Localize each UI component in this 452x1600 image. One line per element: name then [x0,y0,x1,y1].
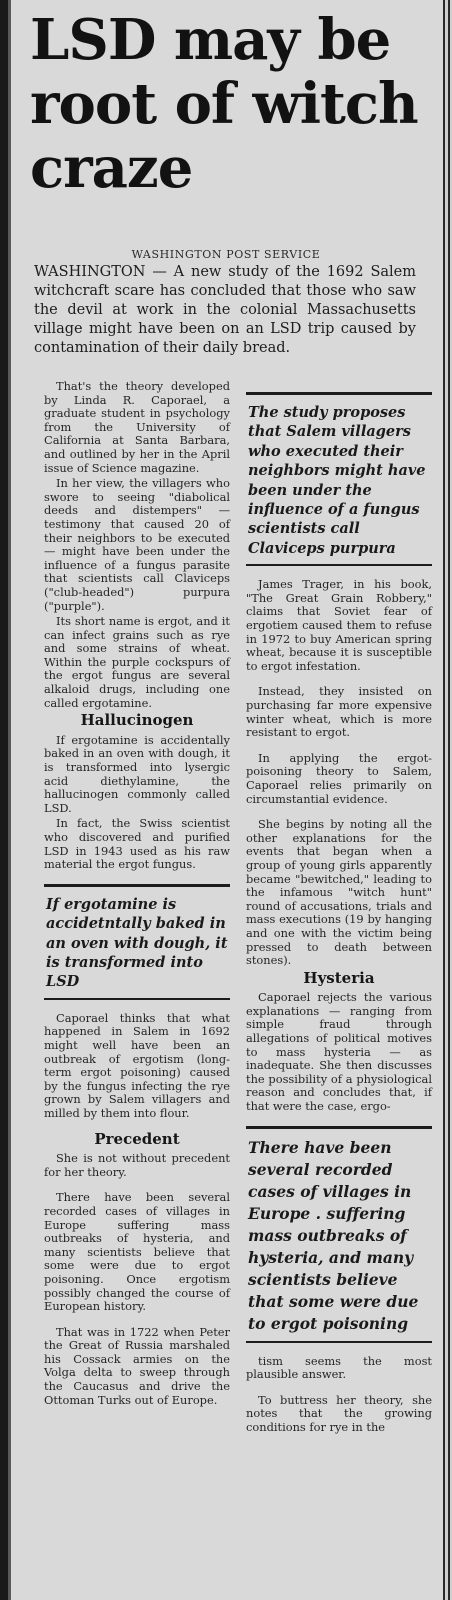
article-paragraph: That was in 1722 when Peter the Great of Russia marshaled his Cossack armies on the Volga delta to sweep through the Caucasus and drive the Ottoman Turks out of Europe. [44,1324,230,1407]
article-paragraph: Instead, they insisted on purchasing far more expensive winter wheat, which is more resistant to ergot. [246,684,432,740]
subheading-hallucinogen: Hallucinogen [80,711,194,730]
pull-quote: There have been several recorded cases of villages in Europe . suffering mass outbreaks of hysteria, and many scientists believe that some were due to ergot poisoning [246,1126,432,1343]
left-column [44,380,230,1419]
page-left-margin [0,0,14,1600]
page-right-margin [440,0,452,1600]
pull-quote: The study proposes that Salem villagers who executed their neighbors might have been under the influence of a fungus scientists call Claviceps purpura [246,392,432,566]
article-paragraph: Its short name is ergot, and it can infect grains such as rye and some strains of wheat. Within the purple cockspurs of the ergot fungus are several alkaloid drugs, including one called ergotamine. [44,614,230,710]
article-paragraph: In fact, the Swiss scientist who discovered and purified LSD in 1943 used as his raw material the ergot fungus. [44,816,230,872]
article-paragraph: That's the theory developed by Linda R. Caporael, a graduate student in psychology from the University of California at Santa Barbara, and outlined by her in the April issue of Science magazine. [44,379,230,475]
article-paragraph: To buttress her theory, she notes that the growing conditions for rye in the [246,1392,432,1434]
wire-service-credit: WASHINGTON POST SERVICE [131,248,321,261]
article-paragraph: Caporael rejects the various explanations — ranging from simple fraud through allegations of political motives to mass hysteria — as inadequate. She then discusses the possibility of a physiological reason and concludes that, if that were the case, ergo- [246,990,432,1114]
article-paragraph: She is not without precedent for her theory. [44,1151,230,1179]
article-paragraph: James Trager, in his book, "The Great Grain Robbery," claims that Soviet fear of ergotiem caused them to refuse in 1972 to buy American spring wheat, because it is susceptible to ergot infestation. [246,577,432,673]
lead-paragraph: WASHINGTON — A new study of the 1692 Salem witchcraft scare has concluded that those who saw the devil at work in the colonial Massachusetts village might have been on an LSD trip caused by contamination of their daily bread. [34,264,416,356]
headline: LSD may be root of witch craze [30,7,418,201]
article-paragraph: She begins by noting all the other explanations for the events that began when a group of young girls apparently became "bewitched," leading to the infamous "witch hunt" round of accusations, trials and mass executions (19 by hanging and one with the victim being pressed to death between stones). [246,817,432,968]
article-paragraph: tism seems the most plausible answer. [246,1353,432,1382]
subheading-hysteria: Hysteria [303,968,375,987]
subheading-precedent: Precedent [94,1129,180,1148]
article-paragraph: If ergotamine is accidentally baked in an oven with dough, it is transformed into lysergic acid diethylamine, the hallucinogen commonly called LSD. [44,732,230,815]
article-paragraph: In her view, the villagers who swore to seeing "diabolical deeds and distempers" — testimony that caused 20 of their neighbors to be executed — might have been under the influence of a fungus parasite that scientists call Claviceps ("club-headed") purpura ("purple"). [44,476,230,613]
article-paragraph: Caporael thinks that what happened in Salem in 1692 might well have been an outbreak of ergotism (long-term ergot poisoning) caused by the fungus infecting the rye grown by Salem villagers and milled by them into flour. [44,1010,230,1120]
pull-quote: If ergotamine is accidetntally baked in an oven with dough, it is transformed into LSD [44,884,230,1000]
right-column [246,392,432,1447]
article-paragraph: There have been several recorded cases of villages in Europe suffering mass outbreaks of hysteria, and many scientists believe that some were due to ergot poisoning. Once ergotism possibly changed the course of European history. [44,1190,230,1314]
article-paragraph: In applying the ergot-poisoning theory to Salem, Caporael relies primarily on circumstantial evidence. [246,750,432,806]
